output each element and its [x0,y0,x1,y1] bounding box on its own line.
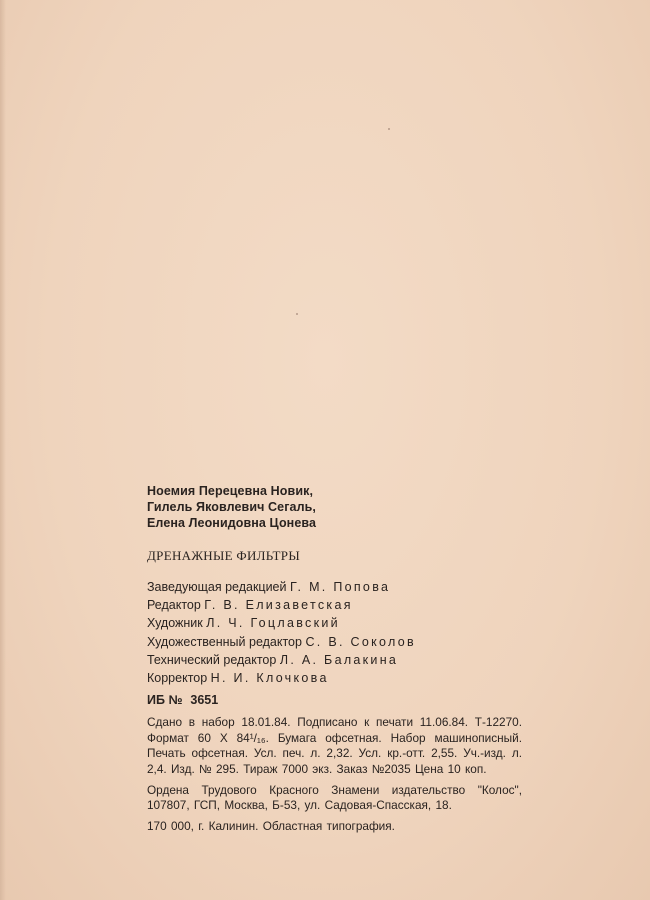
author-name: Елена Леонидовна Цонева [147,516,317,530]
book-title: ДРЕНАЖНЫЕ ФИЛЬТРЫ [147,548,300,563]
staff-list [147,578,517,687]
author-name: Гилель Яковлевич Сегаль, [147,500,316,514]
colophon-block [147,483,522,839]
ib-number [147,693,517,707]
staff-name: Г. М. Попова [289,580,391,594]
staff-role: Технический редактор [147,652,277,667]
page-edge-shadow [0,0,6,900]
staff-row [147,614,517,632]
staff-row [147,651,517,669]
staff-row [147,596,517,614]
staff-role: Заведующая редакцией [147,580,287,594]
staff-name: Н. И. Клочкова [210,671,329,686]
staff-name: С. В. Соколов [305,634,416,649]
author-name: Ноемия Перецевна Новик, [147,484,314,498]
publisher-details: Ордена Трудового Красного Знамени издательство "Колос", 107807, ГСП, Москва, Б-53, ул. Садовая-Спасская, 18. [147,782,522,813]
staff-row [147,578,517,596]
staff-name: Л. А. Балакина [279,652,399,667]
ib-label: ИБ № [147,693,183,708]
staff-role: Редактор [147,598,201,613]
staff-name: Л. Ч. Гоцлавский [206,616,340,631]
authors-list [147,483,517,531]
paper-speck [388,128,390,130]
staff-role: Художественный редактор [147,634,302,649]
printer-details: 170 000, г. Калинин. Областная типография. [147,818,395,833]
staff-role: Художник [147,616,203,631]
staff-role: Корректор [147,671,208,686]
ib-value: 3651 [190,693,219,708]
paper-speck [296,313,298,315]
staff-row [147,633,517,651]
staff-name: Г. В. Елизаветская [204,598,353,613]
staff-row [147,669,517,687]
production-details: Сдано в набор 18.01.84. Подписано к печати 11.06.84. Т-12270. Формат 60 X 84¹/₁₆. Бумага офсетная. Набор машинописный. Печать офсетная. Усл. печ. л. 2,32. Усл. кр.-отт. 2,55. Уч.-изд. л. 2,4. Изд. № 295. Тираж 7000 экз. Заказ №2035 Цена 10 коп. [147,715,522,776]
imprint [147,715,522,834]
